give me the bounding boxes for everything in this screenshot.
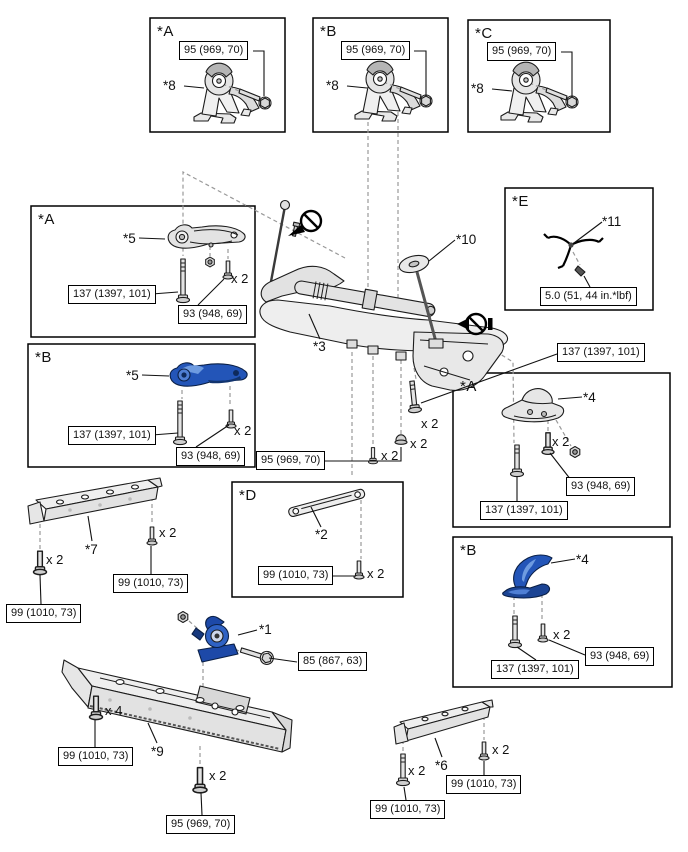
qty-multiplier: x 2 [421,416,439,431]
member-brace-drawing [288,488,366,517]
torque-label: 137 (1397, 101) [491,660,579,679]
wire-clamp-drawing [544,234,603,276]
torque-label: 99 (1010, 73) [113,574,188,593]
qty-multiplier: x 2 [367,566,385,581]
inset-letter-left-a: *A [38,211,55,228]
part-ref-7: *7 [85,542,98,557]
part-ref-11: *11 [602,214,622,229]
engine-mount-drawing-c [501,62,578,122]
rear-engine-mount-drawing [178,612,275,667]
inset-letter-right-a: *A [460,378,477,395]
part-ref-5: *5 [123,231,136,246]
torque-label: 99 (1010, 73) [258,566,333,585]
part-ref-4: *4 [583,390,596,405]
engine-mount-drawing-b [355,61,432,121]
engine-mounting-bracket-drawing-gray [168,225,245,248]
torque-label: 93 (948, 69) [585,647,654,666]
do-not-reuse-icon [288,211,321,236]
part-ref-8: *8 [471,81,484,96]
inset-letter-top-a: *A [157,23,174,40]
qty-multiplier: x 2 [408,763,426,778]
part-ref-8: *8 [163,78,176,93]
part-ref-8: *8 [326,78,339,93]
torque-label: 137 (1397, 101) [68,426,156,445]
inset-letter-d: *D [239,487,257,504]
engine-mount-drawing-a [194,63,271,123]
torque-label: 99 (1010, 73) [370,800,445,819]
qty-multiplier: x 2 [410,436,428,451]
mount-bolt-icon [239,644,275,666]
torque-label: 137 (1397, 101) [480,501,568,520]
qty-multiplier: x 2 [553,627,571,642]
qty-multiplier: x 2 [552,434,570,449]
member-side-bracket-drawing-gray [502,389,564,422]
part-ref-3: *3 [313,339,326,354]
inset-letter-left-b: *B [35,349,52,366]
torque-label: 95 (969, 70) [341,41,410,60]
inset-letter-top-c: *C [475,25,493,42]
torque-label: 95 (969, 70) [487,42,556,61]
part-ref-5: *5 [126,368,139,383]
torque-label: 85 (867, 63) [298,652,367,671]
torque-label: 93 (948, 69) [176,447,245,466]
engine-mounting-bracket-drawing-blue [170,363,247,386]
qty-multiplier: x 4 [105,703,123,718]
torque-label: 137 (1397, 101) [68,285,156,304]
torque-label: 99 (1010, 73) [58,747,133,766]
qty-multiplier: x 2 [234,423,252,438]
part-ref-1: *1 [259,622,272,637]
qty-multiplier: x 2 [381,448,399,463]
torque-label: 137 (1397, 101) [557,343,645,362]
part-ref-2: *2 [315,527,328,542]
torque-label: 99 (1010, 73) [6,604,81,623]
rear-side-brace-drawing [394,700,493,744]
qty-multiplier: x 2 [492,742,510,757]
qty-multiplier: x 2 [159,525,177,540]
qty-multiplier: x 2 [209,768,227,783]
inset-letter-e: *E [512,193,529,210]
part-ref-10: *10 [456,232,477,247]
torque-label: 93 (948, 69) [178,305,247,324]
inset-letter-top-b: *B [320,23,337,40]
torque-label: 93 (948, 69) [566,477,635,496]
part-ref-6: *6 [435,758,448,773]
qty-multiplier: x 2 [231,271,249,286]
torque-label: 95 (969, 70) [256,451,325,470]
torque-label: 99 (1010, 73) [446,775,521,794]
torque-label: 95 (969, 70) [166,815,235,834]
qty-multiplier: x 2 [46,552,64,567]
torque-label: 5.0 (51, 44 in.*lbf) [540,287,637,306]
inset-letter-right-b: *B [460,542,477,559]
part-ref-4: *4 [576,552,589,567]
member-side-bracket-drawing-blue [503,555,552,598]
part-ref-9: *9 [151,744,164,759]
torque-label: 95 (969, 70) [179,41,248,60]
front-side-brace-drawing [28,478,162,524]
